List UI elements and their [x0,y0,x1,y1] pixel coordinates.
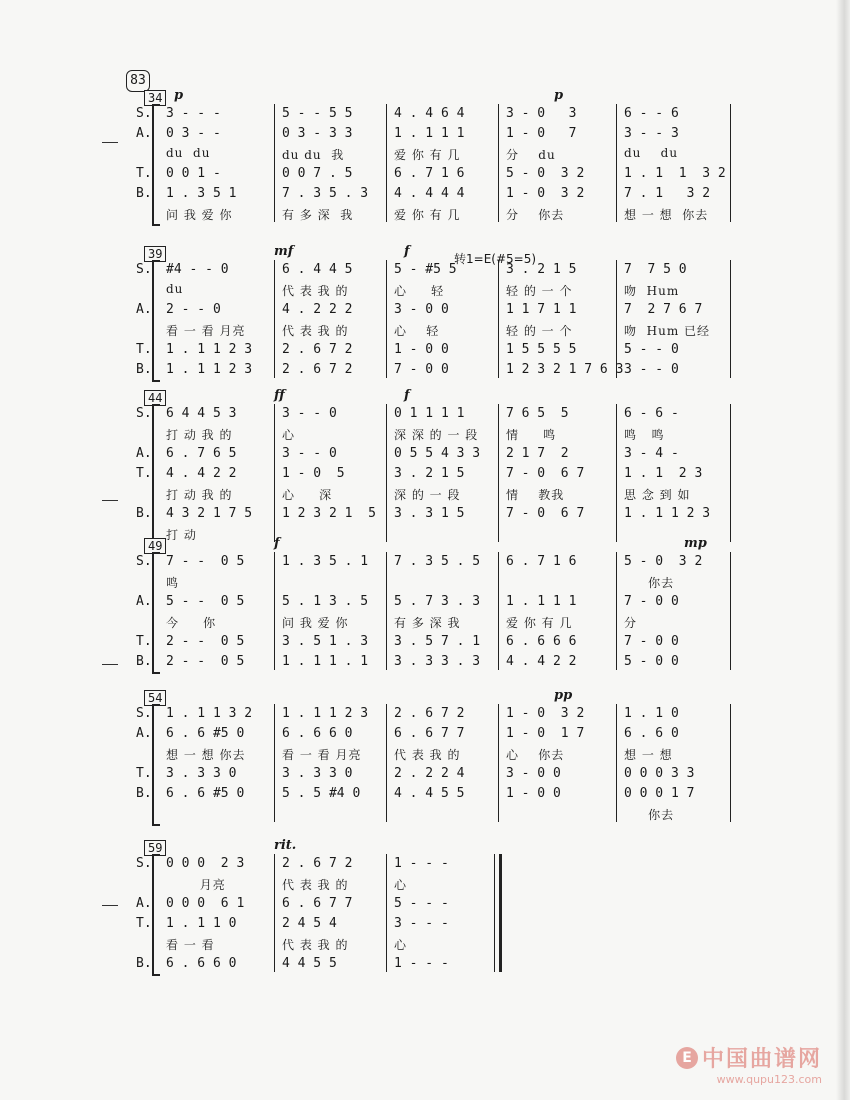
lyric-cell: 问 我 爱 你 [166,208,233,222]
lyric-cell: 看 一 看 [166,938,215,952]
measure-cell: 1 . 1 1 2 3 [282,706,369,721]
measure-cell: 5 . 5 #4 0 [282,786,361,801]
measure-cell: 6 . 7 1 6 [394,166,465,181]
part-label: B. [136,362,152,377]
lyric-cell: 轻 的 一 个 [506,324,573,338]
measure-cell: 4 . 4 2 2 [166,466,237,481]
measure-cell: 2 . 6 7 2 [282,342,353,357]
measure-number: 44 [144,390,166,406]
measure-cell: 1 - 0 3 2 [506,186,585,201]
score-system [124,688,744,822]
measure-number: 54 [144,690,166,706]
measure-cell: 0 5 5 4 3 3 [394,446,481,461]
measure-cell: 0 0 0 1 7 [624,786,695,801]
measure-cell: 1 - 0 5 [282,466,345,481]
measure-cell: 1 - 0 0 [506,786,561,801]
dynamic-mark: p [174,88,184,103]
part-label: B. [136,654,152,669]
measure-cell: 4 . 2 2 2 [282,302,353,317]
dynamic-mark: p [554,88,564,103]
voice-row [124,186,744,206]
lyric-cell: 有 多 深 我 [282,208,354,222]
part-label: A. [136,726,152,741]
measure-cell: 7 . 3 5 . 3 [282,186,369,201]
measure-cell: 5 . 7 3 . 3 [394,594,481,609]
measure-cell: 3 - 4 - [624,446,679,461]
lyric-cell: 心 深 [282,488,333,502]
watermark-url: www.qupu123.com [716,1073,822,1086]
measure-cell: 7 . 3 5 . 5 [394,554,481,569]
measure-cell: 7 7 5 0 [624,262,687,277]
lyric-cell: 吻 Hum 已经 [624,324,711,338]
lyric-cell: 心 [282,428,296,442]
voice-row [124,362,744,382]
measure-cell: 0 0 0 2 3 [166,856,245,871]
measure-cell: 6 - 6 - [624,406,679,421]
measure-number: 59 [144,840,166,856]
measure-cell: 3 . 5 1 . 3 [282,634,369,649]
score-system [124,244,744,378]
voice-row [124,956,744,976]
measure-cell: 6 . 6 6 6 [506,634,577,649]
measure-cell: 6 . 6 7 7 [282,896,353,911]
measure-cell: 6 . 6 0 [624,726,679,741]
lyric-row [124,206,744,226]
measure-cell: 1 . 1 1 2 3 [166,342,253,357]
measure-cell: 7 - 0 0 [394,362,449,377]
page-edge-shadow [836,0,850,1100]
measure-number: 34 [144,90,166,106]
lyric-cell: 爱 你 有 几 [394,148,461,162]
lyric-cell: 心 轻 [394,324,440,338]
dynamic-mark: mf [274,244,294,259]
measure-cell: 2 . 6 7 2 [282,856,353,871]
measure-cell: 6 . 4 4 5 [282,262,353,277]
lyric-cell: 打 动 [166,528,197,542]
measure-cell: 5 - 0 3 2 [506,166,585,181]
lyric-cell: 鸣 [166,576,180,590]
voice-row [124,406,744,426]
lyric-cell: 你去 [624,808,675,822]
dynamic-mark: f [404,388,410,403]
measure-cell: 6 . 6 6 0 [166,956,237,971]
measure-cell: 7 - 0 0 [624,634,679,649]
lyric-cell: 问 我 爱 你 [282,616,349,630]
measure-cell: 3 - - 0 [282,446,337,461]
measure-cell: 0 0 0 6 1 [166,896,245,911]
measure-cell: 2 - - 0 [166,302,221,317]
measure-cell: 1 - - - [394,856,449,871]
part-label: S. [136,706,152,721]
lyric-cell: 爱 你 有 几 [394,208,461,222]
lyric-cell: 有 多 深 我 [394,616,461,630]
lyric-cell: 代 表 我 的 [394,748,461,762]
measure-cell: 7 - 0 6 7 [506,466,585,481]
measure-cell: 3 . 3 3 . 3 [394,654,481,669]
measure-cell: 3 - - 0 [282,406,337,421]
lyric-cell: 月亮 [166,878,226,892]
voice-row [124,706,744,726]
lyric-cell: 分 你去 [506,208,565,222]
measure-cell: 0 3 - - [166,126,221,141]
part-label: B. [136,186,152,201]
lyric-cell: du du [166,146,211,160]
measure-cell: 7 - - 0 5 [166,554,245,569]
voice-row [124,594,744,614]
measure-cell: 1 1 7 1 1 [506,302,577,317]
measure-cell: 2 . 6 7 2 [282,362,353,377]
measure-cell: 3 . 2 1 5 [506,262,577,277]
measure-cell: 6 . 7 1 6 [506,554,577,569]
measure-cell: 6 . 6 7 7 [394,726,465,741]
lyric-cell: 心 [394,878,408,892]
watermark [676,1042,822,1086]
lyric-cell: 你去 [624,576,675,590]
lyric-cell: 看 一 看 月亮 [166,324,246,338]
lyric-cell: 今 你 [166,616,217,630]
measure-cell: 5 - 0 3 2 [624,554,703,569]
voice-row [124,106,744,126]
measure-cell: 3 - - - [166,106,221,121]
measure-cell: 7 6 5 5 [506,406,569,421]
part-label: T. [136,466,152,481]
lyric-row [124,282,744,302]
measure-cell: 7 2 7 6 7 [624,302,703,317]
measure-cell: 1 - 0 0 [394,342,449,357]
voice-row [124,446,744,466]
measure-cell: 5 - - 5 5 [282,106,353,121]
measure-cell: 4 . 4 4 4 [394,186,465,201]
lyric-cell: 心 你去 [506,748,565,762]
lyric-cell: 深 深 的 一 段 [394,428,479,442]
lyric-row [124,746,744,766]
measure-cell: 3 - 0 3 [506,106,577,121]
lyric-cell: 吻 Hum [624,284,680,298]
measure-cell: 2 4 5 4 [282,916,337,931]
lyric-cell: 情 鸣 [506,428,557,442]
measure-cell: 7 - 0 0 [624,594,679,609]
lyric-cell: du du 我 [282,148,345,162]
lyric-row [124,806,744,826]
margin-mark [102,664,118,665]
lyric-row [124,936,744,956]
voice-row [124,302,744,322]
lyric-cell: 思 念 到 如 [624,488,691,502]
part-label: A. [136,126,152,141]
measure-cell: 1 . 3 5 1 [166,186,237,201]
measure-cell: 2 1 7 2 [506,446,569,461]
voice-row [124,506,744,526]
dynamic-mark: f [274,536,280,551]
measure-cell: 2 - - 0 5 [166,654,245,669]
lyric-cell: 分 du [506,148,556,162]
watermark-name: 中国曲谱网 [701,1046,822,1072]
measure-cell: 1 2 3 2 1 5 [282,506,376,521]
measure-cell: 6 . 6 #5 0 [166,726,245,741]
page-number: 83 [126,70,150,92]
lyric-cell: du [166,282,184,296]
measure-cell: 1 . 1 1 3 2 [624,166,726,181]
lyric-cell: 情 教我 [506,488,565,502]
lyric-row [124,486,744,506]
measure-cell: 1 . 1 0 [624,706,679,721]
part-label: T. [136,166,152,181]
measure-cell: 7 . 1 3 2 [624,186,711,201]
measure-number: 49 [144,538,166,554]
measure-cell: 3 - 0 0 [506,766,561,781]
measure-cell: 3 . 3 1 5 [394,506,465,521]
lyric-row [124,146,744,166]
voice-row [124,726,744,746]
measure-cell: 5 - - 0 5 [166,594,245,609]
part-label: S. [136,262,152,277]
voice-row [124,856,744,876]
measure-cell: 0 1 1 1 1 [394,406,465,421]
measure-cell: 1 . 1 1 2 3 [166,362,253,377]
lyric-row [124,526,744,546]
measure-cell: 5 - - - [394,896,449,911]
measure-cell: 1 . 1 1 1 [506,594,577,609]
score-system [124,838,744,972]
measure-cell: 4 . 4 5 5 [394,786,465,801]
measure-cell: #4 - - 0 [166,262,229,277]
part-label: S. [136,856,152,871]
voice-row [124,634,744,654]
measure-cell: 7 - 0 6 7 [506,506,585,521]
voice-row [124,166,744,186]
measure-cell: 2 . 6 7 2 [394,706,465,721]
dynamic-mark: f [404,244,410,259]
part-label: S. [136,406,152,421]
lyric-cell: 轻 的 一 个 [506,284,573,298]
score-system [124,536,744,670]
part-label: A. [136,446,152,461]
measure-cell: 0 0 7 . 5 [282,166,353,181]
part-label: A. [136,302,152,317]
measure-cell: 6 . 6 6 0 [282,726,353,741]
measure-cell: 2 . 2 2 4 [394,766,465,781]
measure-cell: 1 . 1 1 2 3 [624,506,711,521]
measure-cell: 1 . 1 1 1 [394,126,465,141]
lyric-cell: 想 一 想 你去 [624,208,709,222]
part-label: S. [136,106,152,121]
measure-number: 39 [144,246,166,262]
lyric-cell: 代 表 我 的 [282,324,349,338]
measure-cell: 1 . 1 2 3 [624,466,703,481]
lyric-cell: du du [624,146,679,160]
margin-mark [102,142,118,143]
measure-cell: 5 . 1 3 . 5 [282,594,369,609]
measure-cell: 1 - - - [394,956,449,971]
lyric-cell: 打 动 我 的 [166,488,233,502]
measure-cell: 3 - - - [394,916,449,931]
lyric-cell: 代 表 我 的 [282,284,349,298]
part-label: S. [136,554,152,569]
lyric-cell: 打 动 我 的 [166,428,233,442]
measure-cell: 0 3 - 3 3 [282,126,353,141]
measure-cell: 1 . 3 5 . 1 [282,554,369,569]
lyric-row [124,426,744,446]
key-change: 转1=E(#5=5) [454,252,537,266]
part-label: T. [136,766,152,781]
measure-cell: 1 - 0 1 7 [506,726,585,741]
lyric-row [124,876,744,896]
voice-row [124,342,744,362]
measure-cell: 5 - #5 5 [394,262,457,277]
lyric-row [124,614,744,634]
measure-cell: 4 3 2 1 7 5 [166,506,253,521]
voice-row [124,466,744,486]
measure-cell: 3 - - 0 [624,362,679,377]
lyric-cell: 想 一 想 [624,748,673,762]
part-label: A. [136,896,152,911]
lyric-cell: 深 的 一 段 [394,488,461,502]
measure-cell: 2 - - 0 5 [166,634,245,649]
measure-cell: 1 2 3 2 1 7 6 3 [506,362,624,377]
measure-cell: 0 0 0 3 3 [624,766,695,781]
measure-cell: 6 . 6 #5 0 [166,786,245,801]
lyric-row [124,322,744,342]
score-system [124,88,744,222]
voice-row [124,654,744,674]
lyric-cell: 想 一 想 你去 [166,748,246,762]
part-label: B. [136,506,152,521]
voice-row [124,896,744,916]
measure-cell: 4 . 4 6 4 [394,106,465,121]
margin-mark [102,905,118,906]
part-label: T. [136,634,152,649]
lyric-cell: 分 [624,616,638,630]
dynamic-mark: pp [554,688,573,703]
part-label: T. [136,916,152,931]
voice-row [124,786,744,806]
measure-cell: 1 - 0 3 2 [506,706,585,721]
voice-row [124,916,744,936]
measure-cell: 0 0 1 - [166,166,221,181]
measure-cell: 3 . 3 3 0 [282,766,353,781]
lyric-cell: 代 表 我 的 [282,938,349,952]
lyric-cell: 鸣 鸣 [624,428,665,442]
part-label: B. [136,956,152,971]
measure-cell: 3 . 2 1 5 [394,466,465,481]
voice-row [124,766,744,786]
lyric-row [124,574,744,594]
lyric-cell: 代 表 我 的 [282,878,349,892]
dynamic-mark: mp [684,536,707,551]
measure-cell: 1 . 1 1 . 1 [282,654,369,669]
part-label: B. [136,786,152,801]
lyric-cell: 看 一 看 月亮 [282,748,362,762]
measure-cell: 1 5 5 5 5 [506,342,577,357]
measure-cell: 5 - 0 0 [624,654,679,669]
measure-cell: 1 . 1 1 0 [166,916,237,931]
watermark-logo-icon: E [676,1047,698,1069]
measure-cell: 5 - - 0 [624,342,679,357]
lyric-cell: 心 轻 [394,284,445,298]
score-system [124,388,744,542]
measure-cell: 6 4 4 5 3 [166,406,237,421]
part-label: A. [136,594,152,609]
voice-row [124,554,744,574]
measure-cell: 4 4 5 5 [282,956,337,971]
measure-cell: 3 . 5 7 . 1 [394,634,481,649]
dynamic-mark: rit. [274,838,297,853]
measure-cell: 6 . 7 6 5 [166,446,237,461]
measure-cell: 1 . 1 1 3 2 [166,706,253,721]
margin-mark [102,500,118,501]
voice-row [124,262,744,282]
measure-cell: 4 . 4 2 2 [506,654,577,669]
part-label: T. [136,342,152,357]
measure-cell: 3 - 0 0 [394,302,449,317]
measure-cell: 3 - - 3 [624,126,679,141]
lyric-cell: 爱 你 有 几 [506,616,573,630]
lyric-cell: 心 [394,938,408,952]
measure-cell: 1 - 0 7 [506,126,577,141]
measure-cell: 3 . 3 3 0 [166,766,237,781]
voice-row [124,126,744,146]
measure-cell: 6 - - 6 [624,106,679,121]
dynamic-mark: ff [274,388,285,403]
